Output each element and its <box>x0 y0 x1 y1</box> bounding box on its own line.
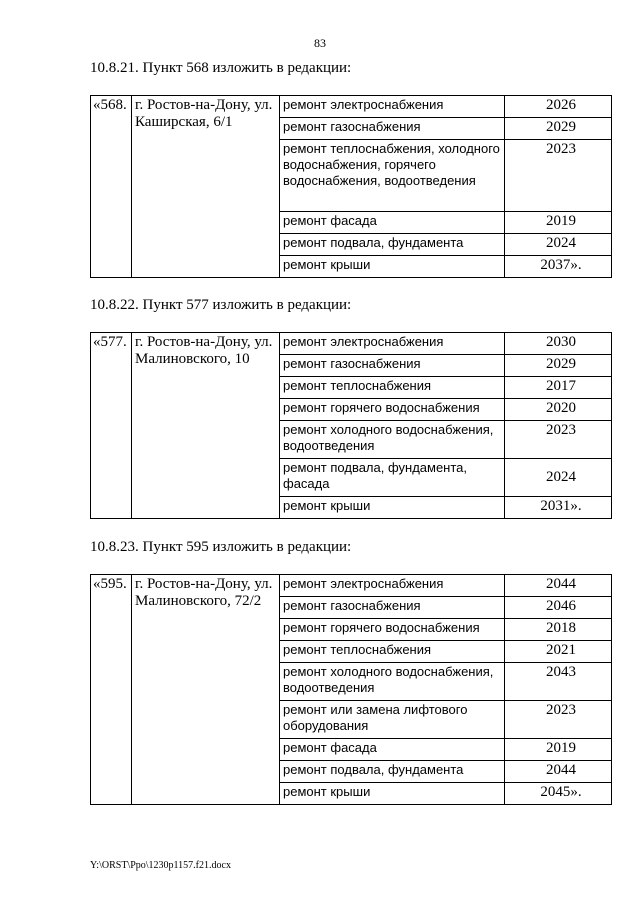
work-type: ремонт холодного водоснабжения, водоотведения <box>280 663 505 701</box>
year: 2024 <box>505 234 612 256</box>
section-heading: 10.8.21. Пункт 568 изложить в редакции: <box>90 60 352 76</box>
year: 2023 <box>505 421 612 459</box>
page-number: 83 <box>314 36 326 50</box>
work-type: ремонт фасада <box>280 739 505 761</box>
year: 2043 <box>505 663 612 701</box>
year: 2031». <box>505 497 612 519</box>
year: 2037». <box>505 256 612 278</box>
year: 2023 <box>505 140 612 212</box>
work-type: ремонт электроснабжения <box>280 575 505 597</box>
work-type: ремонт крыши <box>280 256 505 278</box>
work-type: ремонт горячего водоснабжения <box>280 619 505 641</box>
year: 2017 <box>505 377 612 399</box>
work-type: ремонт холодного водоснабжения, водоотведения <box>280 421 505 459</box>
year: 2026 <box>505 96 612 118</box>
year: 2046 <box>505 597 612 619</box>
work-type: ремонт теплоснабжения, холодного водоснабжения, горячего водоснабжения, водоотведения <box>280 140 505 212</box>
year: 2020 <box>505 399 612 421</box>
section-heading: 10.8.23. Пункт 595 изложить в редакции: <box>90 539 352 555</box>
year: 2044 <box>505 575 612 597</box>
address: г. Ростов-на-Дону, ул. Малиновского, 72/2 <box>132 575 280 805</box>
work-type: ремонт теплоснабжения <box>280 641 505 663</box>
year: 2045». <box>505 783 612 805</box>
work-type: ремонт горячего водоснабжения <box>280 399 505 421</box>
year: 2018 <box>505 619 612 641</box>
table-row <box>91 333 612 355</box>
work-type: ремонт крыши <box>280 497 505 519</box>
work-type: ремонт подвала, фундамента <box>280 234 505 256</box>
table-row <box>91 96 612 118</box>
address: г. Ростов-на-Дону, ул. Малиновского, 10 <box>132 333 280 519</box>
work-type: ремонт теплоснабжения <box>280 377 505 399</box>
amendment-table <box>90 574 612 805</box>
year: 2019 <box>505 739 612 761</box>
year: 2021 <box>505 641 612 663</box>
address: г. Ростов-на-Дону, ул. Каширская, 6/1 <box>132 96 280 278</box>
item-number: «568. <box>91 96 132 278</box>
item-number: «577. <box>91 333 132 519</box>
year: 2019 <box>505 212 612 234</box>
work-type: ремонт подвала, фундамента <box>280 761 505 783</box>
work-type: ремонт газоснабжения <box>280 597 505 619</box>
year: 2029 <box>505 118 612 140</box>
table-row <box>91 575 612 597</box>
section-heading: 10.8.22. Пункт 577 изложить в редакции: <box>90 297 352 313</box>
footer-file-path: Y:\ORST\Ppo\1230p1157.f21.docx <box>90 860 231 871</box>
work-type: ремонт фасада <box>280 212 505 234</box>
item-number: «595. <box>91 575 132 805</box>
year: 2030 <box>505 333 612 355</box>
work-type: ремонт подвала, фундамента, фасада <box>280 459 505 497</box>
year: 2023 <box>505 701 612 739</box>
work-type: ремонт газоснабжения <box>280 355 505 377</box>
year: 2024 <box>505 459 612 497</box>
work-type: ремонт газоснабжения <box>280 118 505 140</box>
year: 2029 <box>505 355 612 377</box>
year: 2044 <box>505 761 612 783</box>
work-type: ремонт или замена лифтового оборудования <box>280 701 505 739</box>
work-type: ремонт электроснабжения <box>280 333 505 355</box>
amendment-table <box>90 332 612 519</box>
work-type: ремонт электроснабжения <box>280 96 505 118</box>
work-type: ремонт крыши <box>280 783 505 805</box>
amendment-table <box>90 95 612 278</box>
